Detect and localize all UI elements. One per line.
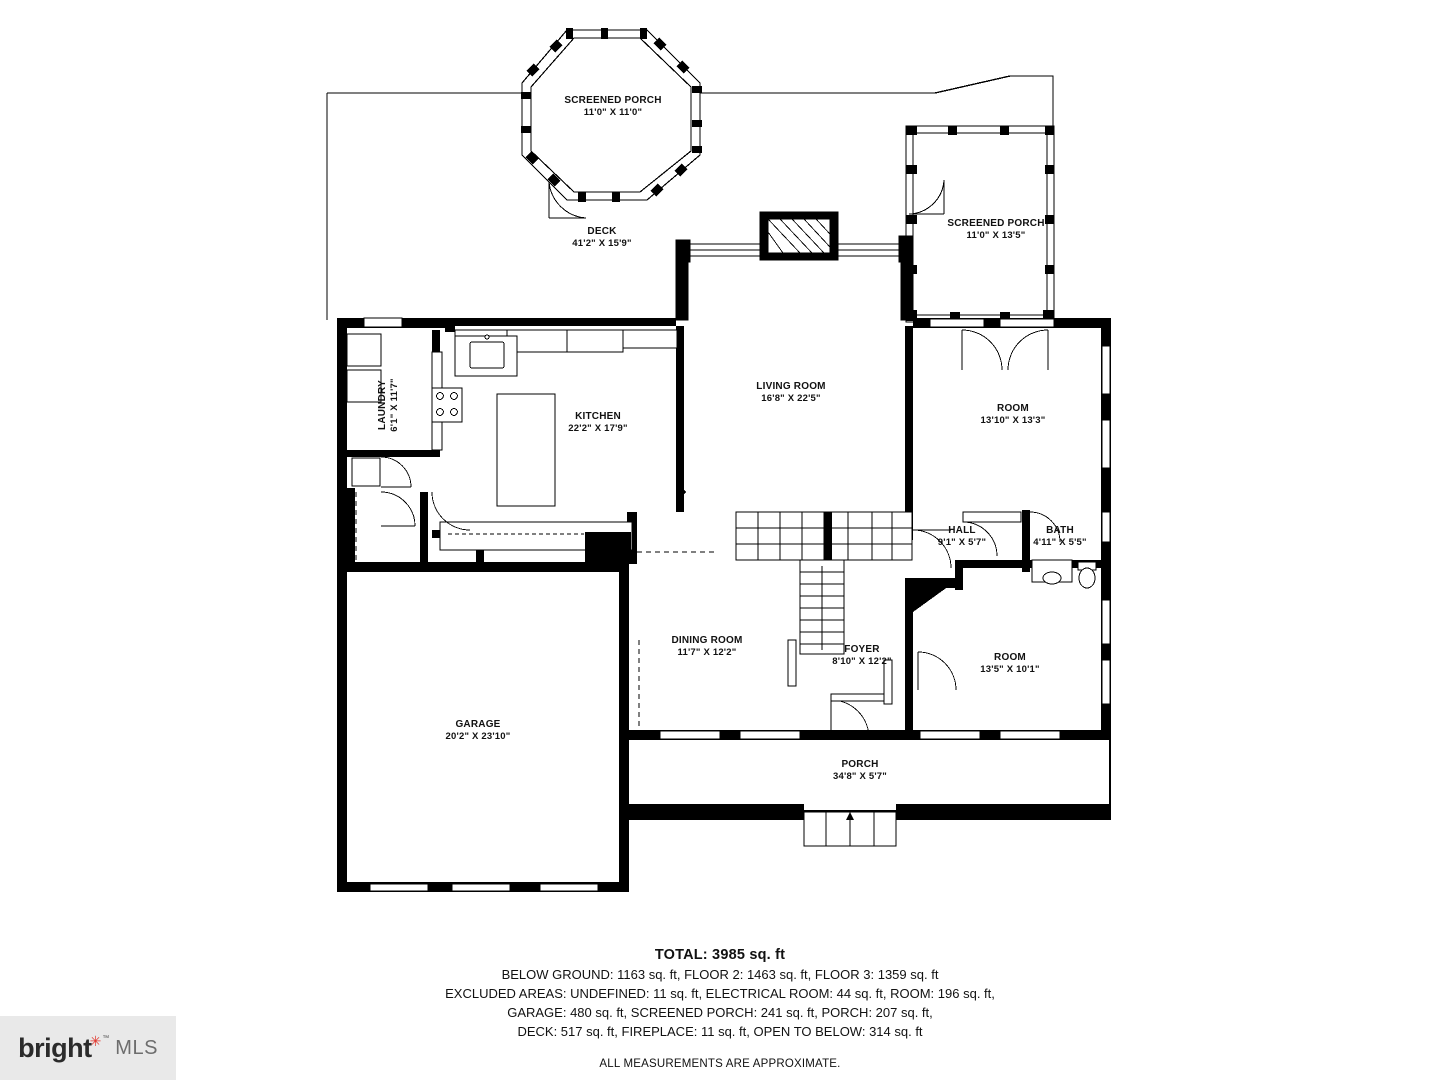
room-name: HALL [948, 525, 976, 536]
approximate-note: ALL MEASUREMENTS ARE APPROXIMATE. [599, 1058, 841, 1070]
room-dim: 20'2" X 23'10" [445, 731, 511, 742]
room-dim: 6'1" X 11'7" [389, 378, 400, 432]
room-dim: 11'0" X 13'5" [966, 230, 1026, 241]
room-dim: 41'2" X 15'9" [572, 238, 632, 249]
bright-mls-logo [0, 1016, 176, 1080]
room-label-hall [938, 525, 986, 549]
front-porch [629, 740, 1109, 846]
room-name: DECK [587, 226, 617, 237]
room-label-laundry [377, 378, 401, 431]
room-dim: 11'0" X 11'0" [583, 107, 643, 118]
summary-line-5: DECK: 517 sq. ft, FIREPLACE: 11 sq. ft, OPEN TO BELOW: 314 sq. ft [517, 1024, 923, 1039]
room-name: PORCH [841, 759, 879, 770]
room-label-room-1 [981, 403, 1046, 427]
room-label-screened-porch-1 [564, 95, 661, 119]
room-dim: 9'1" X 5'7" [937, 537, 987, 548]
room-label-bath [1033, 525, 1086, 549]
room-name: GARAGE [455, 719, 501, 730]
logo-star-icon: ✳ [89, 1032, 102, 1049]
octagon-screened-porch [521, 28, 702, 218]
room-label-porch [833, 759, 887, 783]
laundry-fixtures [347, 334, 470, 530]
angled-walls [905, 578, 960, 640]
room-label-dining-room [671, 635, 742, 659]
total-sqft: TOTAL: 3985 sq. ft [654, 947, 786, 963]
room-dim: 8'10" X 12'2" [832, 656, 892, 667]
kitchen-fixtures [432, 330, 677, 562]
room-dim: 4'11" X 5'5" [1033, 537, 1087, 548]
room-name: SCREENED PORCH [947, 218, 1045, 229]
room-label-screened-porch-2 [947, 218, 1044, 242]
room-dim: 13'10" X 13'3" [980, 415, 1046, 426]
room-label-kitchen [568, 411, 627, 435]
stairs-main [736, 512, 912, 654]
room-dim: 16'8" X 22'5" [761, 393, 821, 404]
fireplace-block [760, 212, 838, 260]
room-label-room-2 [980, 652, 1039, 676]
room-name: ROOM [994, 652, 1026, 663]
room-name: LAUNDRY [377, 380, 388, 430]
room-name: KITCHEN [575, 411, 621, 422]
summary-line-4: GARAGE: 480 sq. ft, SCREENED PORCH: 241 sq. ft, PORCH: 207 sq. ft, [507, 1005, 933, 1020]
room-name: DINING ROOM [671, 635, 743, 646]
room-name: LIVING ROOM [756, 381, 826, 392]
room-label-deck [572, 226, 631, 250]
room-dim: 22'2" X 17'9" [568, 423, 628, 434]
room-label-living-room [756, 381, 825, 405]
room-name: ROOM [997, 403, 1029, 414]
room-dim: 11'7" X 12'2" [677, 647, 737, 658]
area-summary [0, 946, 1440, 1074]
misc-marks [680, 326, 910, 496]
room-name: BATH [1046, 525, 1074, 536]
summary-line-3: EXCLUDED AREAS: UNDEFINED: 11 sq. ft, ELECTRICAL ROOM: 44 sq. ft, ROOM: 196 sq. ft, [445, 986, 995, 1001]
room-dim: 13'5" X 10'1" [980, 664, 1040, 675]
room-name: SCREENED PORCH [564, 95, 662, 106]
room-label-garage [446, 719, 511, 743]
logo-trademark: ™ [102, 1034, 110, 1042]
room-label-foyer [832, 644, 891, 668]
summary-line-2: BELOW GROUND: 1163 sq. ft, FLOOR 2: 1463 sq. ft, FLOOR 3: 1359 sq. ft [501, 967, 939, 982]
logo-word-bright: bright [18, 1032, 92, 1063]
room-dim: 34'8" X 5'7" [833, 771, 887, 782]
room-name: FOYER [844, 644, 880, 655]
logo-word-mls: MLS [115, 1036, 158, 1059]
